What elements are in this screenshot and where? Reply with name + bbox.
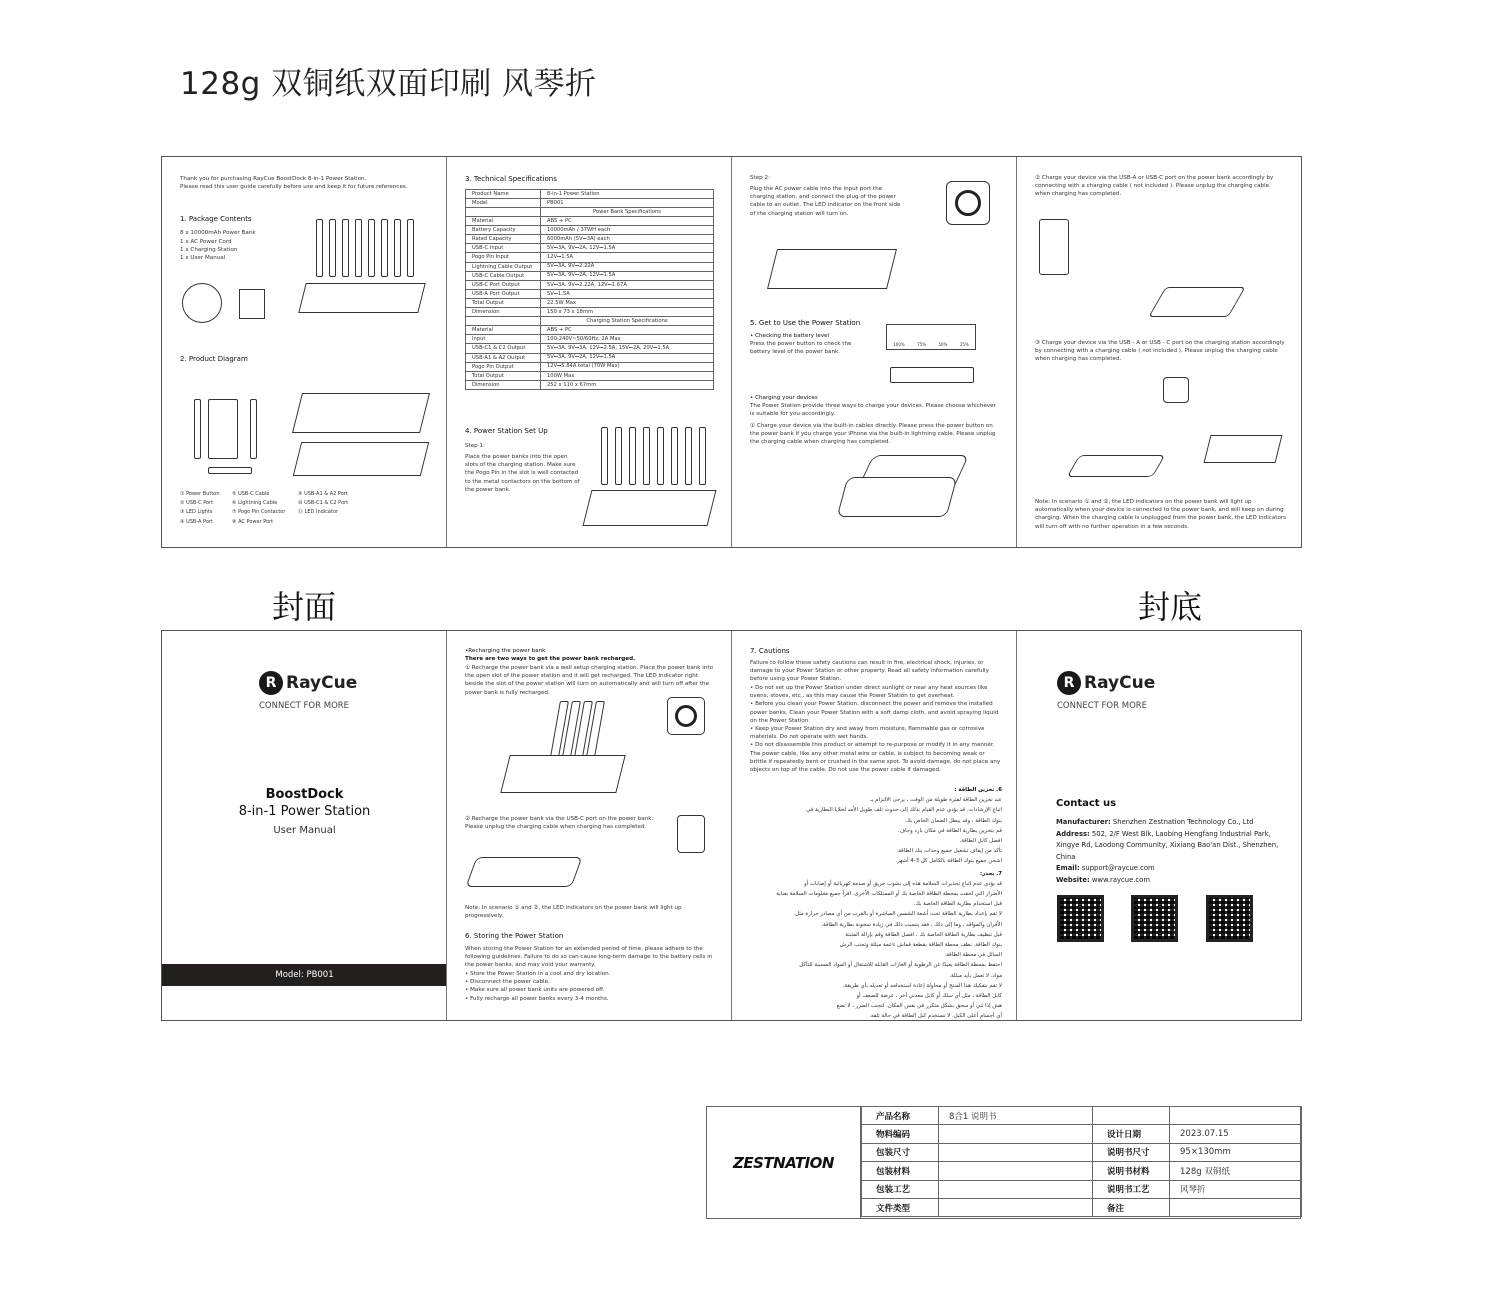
spec-value: PB001 — [541, 199, 714, 208]
charging-text: The Power Station provide three ways to charge your devices. Please choose whichever is suitable for you accordingly. — [750, 403, 996, 418]
wall-outlet-icon — [946, 181, 990, 225]
spec-value: 22.5W Max — [541, 299, 714, 308]
battery-check-heading: • Checking the battery level — [750, 333, 830, 339]
qr-code-icon — [1131, 895, 1178, 942]
title-block-label: 设计日期 — [1093, 1125, 1170, 1143]
arabic-line: قبل تنظيف بطارية الطاقة الخاصة بك ، افصل الطاقة وقم بإزالة المثبتة — [845, 931, 1002, 938]
title-block-value: 8合1 说明书 — [939, 1107, 1093, 1125]
panel-use-station — [732, 157, 1017, 547]
zestnation-logo: ZESTNATION — [732, 1153, 834, 1172]
spec-value: 252 x 110 x 67mm — [541, 380, 714, 389]
recharge-method-1: ① Recharge the power bank via a well setup charging station. Place the power bank into the open slot of the power station and it will get recharged. The LED indicator right beside the slot of the power station will turn on automatically and will turn off after the power bank is fully recharged. — [465, 665, 714, 696]
legend-item: ⑩ USB-C1 & C2 Port — [298, 500, 349, 507]
spec-key: Pogo Pin Input — [466, 253, 541, 262]
spec-value: 12V⎓1.5A — [541, 253, 714, 262]
arabic-line: بنوك الطاقة ، وقد يبطل الضمان الخاص بك. — [904, 817, 1002, 824]
spec-row — [466, 371, 714, 380]
arabic-line: اتباع الإرشادات. قد يؤدي عدم القيام بذلك إلى حدوث تلف طويل الأمد لخلايا البطارية في — [806, 807, 1002, 814]
spec-row — [466, 380, 714, 389]
spec-subheading-row — [466, 317, 714, 326]
spec-value: 5V⎓1.5A — [541, 290, 714, 299]
spec-row — [466, 244, 714, 253]
battery-level-label: 100% — [893, 342, 905, 347]
storing-list — [465, 970, 611, 1003]
usb-c-charger-icon — [677, 815, 705, 853]
arabic-caution-lines — [750, 879, 1002, 1020]
address-value: 502, 2/F West Blk, Laobing Hengfang Industrial Park, Xingye Rd, Laodong Community, Xixiang Bao'an Dist., Shenzhen, China — [1056, 829, 1279, 861]
cover-logo — [259, 671, 357, 695]
storing-item: • Fully recharge all power banks every 3-4 months. — [465, 995, 609, 1002]
power-bank-side-diagram — [250, 399, 257, 459]
station-illustration — [583, 490, 717, 526]
arabic-line: قد يؤدي عدم اتباع تحذيرات السلامة هذه إلى نشوب حريق أو صدمة كهربائية أو إصابات أو — [804, 880, 1002, 887]
spec-value: 5V⎓3A, 9V⎓2A, 12V⎓1.5A — [541, 353, 714, 362]
arabic-heading-6: 6. تخزين الطاقة : — [954, 787, 1002, 793]
spec-row — [466, 299, 714, 308]
email-value: support@raycue.com — [1079, 864, 1155, 873]
spec-row — [466, 226, 714, 235]
legend-item: ③ LED Lights — [180, 509, 213, 516]
charging-method-1: ① Charge your device via the built-in cables directly. Please press the power button on the power bank if you charge your iPhone via the built-in lightning cable. Please unplug the charging cable when charging has completed. — [750, 423, 996, 446]
title-block-value — [1170, 1198, 1302, 1216]
spec-row — [466, 253, 714, 262]
spec-key: Model — [466, 199, 541, 208]
arabic-line: اشحن جميع بنوك الطاقة بالكامل كل 3-4 أشهر. — [895, 858, 1002, 865]
caution-item: • Keep your Power Station dry and away from moisture, flammable gas or corrosive materials. Do not operate with wet hands. — [750, 726, 985, 741]
title-block-value — [939, 1143, 1093, 1161]
spec-heading: 3. Technical Specifications — [465, 175, 557, 183]
brand-name: RayCue — [1084, 673, 1156, 693]
spec-value: ABS + PC — [541, 326, 714, 335]
use-heading: 5. Get to Use the Power Station — [750, 319, 861, 327]
cautions-heading: 7. Cautions — [750, 647, 790, 655]
legend-item: ⑤ USB-C Cable — [232, 491, 270, 497]
spec-row — [466, 326, 714, 335]
product-name: BoostDock — [265, 787, 344, 802]
step-1-text: Place the power banks into the open slots of the charging station. Make sure the Pogo Pin in the slot is well contacted to the metal contactors on the bottom of the power bank. — [465, 454, 580, 493]
title-block-row — [862, 1198, 1302, 1216]
arabic-line: الأفران والمواقد ، وما إلى ذلك ، فقد يتسبب ذلك في زيادة سخونة بطارية الطاقة. — [821, 921, 1002, 928]
title-block-label — [1093, 1107, 1170, 1125]
setup-heading: 4. Power Station Set Up — [465, 427, 548, 435]
back-logo — [1057, 671, 1155, 695]
title-block-table — [861, 1106, 1302, 1217]
arabic-line: افصل كابل الطاقة. — [959, 838, 1002, 845]
manufacturer-value: Shenzhen Zestnation Technology Co., Ltd — [1110, 818, 1254, 826]
spec-value: 5V⎓3A, 9V⎓2.22A, 12V⎓1.67A — [541, 280, 714, 289]
brand-name: RayCue — [286, 673, 358, 693]
battery-level-label: 50% — [938, 342, 948, 347]
arabic-line: لا تقم بإعداد بطارية الطاقة تحت أشعة الشمس المباشرة أو بالقرب من أي مصادر حرارة مثل — [795, 911, 1002, 918]
step-2-text: Plug the AC power cable into the input port the charging station, and connect the plug of the power cable to an outlet. The LED indicator on the front side of the charging station will turn on. — [750, 186, 901, 217]
arabic-line: قم بتخزين بطارية الطاقة في مكان بارد وجاف. — [897, 827, 1002, 834]
package-item: 1 x Charging Station — [180, 246, 238, 253]
title-block-value: 风琴折 — [1170, 1180, 1302, 1198]
panel-package-diagram — [162, 157, 447, 547]
spec-value: 5V⎓3A, 9V⎓2.22A — [541, 262, 714, 271]
outlet-icon-small — [1163, 377, 1189, 403]
spec-value: 6000mAh (5V⎓3A) each — [541, 235, 714, 244]
charging-method-2: ② Charge your device via the USB-A or USB-C port on the power bank accordingly by connecting with a charging cable ( not included ). Please unplug the charging cable when charging has completed. — [1035, 175, 1274, 198]
tablet-illustration — [1148, 287, 1245, 317]
title-block-value — [939, 1180, 1093, 1198]
spec-table — [465, 189, 714, 390]
caution-item: • Before you clean your Power Station, disconnect the power and remove the installed power banks. Clean your Power Station with a soft damp cloth, and avoid spraying liquid on the Power Station. — [750, 701, 999, 724]
title-block-row — [862, 1125, 1302, 1143]
spec-key: Material — [466, 326, 541, 335]
recharge-subheading: There are two ways to get the power bank recharged. — [465, 656, 636, 662]
storing-text: When storing the Power Station for an extended period of time, please adhere to the following guidelines. Failure to do so can cause long-term damage to the battery cells in the power banks, and may void your warranty. — [465, 946, 713, 969]
spec-key: USB-C Cable Output — [466, 271, 541, 280]
power-bank-upright — [1039, 219, 1069, 275]
package-contents-heading: 1. Package Contents — [180, 215, 252, 224]
title-block-label: 产品名称 — [862, 1107, 939, 1125]
title-block-row — [862, 1107, 1302, 1125]
model-bar: Model: PB001 — [162, 964, 447, 986]
recharge-note: Note: In scenario ① and ②, the LED indicators on the power bank will light up progressively. — [465, 905, 682, 920]
spec-row — [466, 290, 714, 299]
spec-row — [466, 190, 714, 199]
manufacturer-label: Manufacturer: — [1056, 818, 1111, 826]
caution-item: • Do not set up the Power Station under direct sunlight or near any heat sources like ovens, stoves, etc., as this may cause the Power Station to get overheat. — [750, 685, 988, 700]
power-bank-bottom-diagram — [208, 467, 252, 474]
title-block-label: 说明书工艺 — [1093, 1180, 1170, 1198]
spec-row — [466, 362, 714, 371]
recharge-heading: •Recharging the power bank — [465, 648, 546, 654]
spec-row — [466, 308, 714, 317]
arabic-section — [750, 785, 1002, 1020]
spec-row — [466, 344, 714, 353]
spec-value: 100W Max — [541, 371, 714, 380]
intro-line-1: Thank you for purchasing RayCue BoostDock 8-in-1 Power Station. — [180, 176, 367, 182]
title-block-value: 95×130mm — [1170, 1143, 1302, 1161]
contact-details — [1056, 817, 1292, 887]
legend-item: ⑪ LED Indicator — [298, 509, 339, 516]
title-block-label: 备注 — [1093, 1198, 1170, 1216]
spec-key: Total Output — [466, 299, 541, 308]
title-block — [706, 1106, 1301, 1219]
back-label: 封底 — [1138, 588, 1203, 626]
title-block-value: 2023.07.15 — [1170, 1125, 1302, 1143]
spec-key: Lightning Cable Output — [466, 262, 541, 271]
raycue-logo-icon: R — [1057, 671, 1081, 695]
station-side-illustration — [1204, 435, 1283, 463]
spec-key: USB-A1 & A2 Output — [466, 353, 541, 362]
raycue-logo-icon: R — [259, 671, 283, 695]
storing-item: • Disconnect the power cable. — [465, 979, 550, 986]
storing-item: • Make sure all power bank units are powered off. — [465, 987, 605, 994]
spec-value: 5V⎓3A, 9V⎓2A, 12V⎓1.5A — [541, 244, 714, 253]
arabic-line: عند تخزين الطاقة لفترة طويلة من الوقت ، يرجى الالتزام بـ — [870, 797, 1002, 804]
title-block-row — [862, 1162, 1302, 1180]
recharge-method-2: ② Recharge the power bank via the USB-C port on the power bank. Please unplug the charging cable when charging has completed. — [465, 816, 654, 831]
spec-key: USB-A Port Output — [466, 290, 541, 299]
panel-back-cover — [1017, 631, 1301, 1020]
power-bank-diagram — [208, 399, 238, 459]
spec-key: Dimension — [466, 380, 541, 389]
spec-key: Total Output — [466, 371, 541, 380]
spec-value: 150 x 73 x 18mm — [541, 308, 714, 317]
station-recharge-illustration — [500, 755, 625, 793]
arabic-heading-7: 7. يحذر: — [980, 870, 1002, 877]
spec-key: USB-C Input — [466, 244, 541, 253]
spec-value: 100-240V~50/60Hz, 2A Max — [541, 335, 714, 344]
station-top-diagram — [292, 393, 430, 433]
arabic-line: احتفظ بمحطة الطاقة بعيدًا عن الرطوبة أو الغازات القابلة للاشتعال أو المواد المسببة للتآكل — [799, 962, 1002, 969]
station-plugged-illustration — [767, 249, 897, 289]
title-block-value — [939, 1125, 1093, 1143]
battery-level-panel — [886, 324, 976, 350]
spec-key: Material — [466, 217, 541, 226]
title-block-value — [939, 1198, 1093, 1216]
title-block-label: 包装工艺 — [862, 1180, 939, 1198]
website-value: www.raycue.com — [1089, 875, 1150, 884]
spec-key: Input — [466, 335, 541, 344]
title-block-label: 包装尺寸 — [862, 1143, 939, 1161]
spec-row — [466, 280, 714, 289]
legend-item: ① Power Button — [180, 491, 220, 497]
spec-row — [466, 271, 714, 280]
storing-heading: 6. Storing the Power Station — [465, 932, 564, 940]
power-cord-icon — [182, 283, 222, 323]
arabic-line: هش إذا ثني أو سحق بشكل متكرر في نفس المكان. لتجنب الضرر ، لا تضع — [836, 1003, 1002, 1010]
intro-line-2: Please read this user guide carefully before use and keep it for future references. — [180, 184, 408, 191]
title-block-row — [862, 1180, 1302, 1198]
arabic-line: أي أجسام أعلى الكبل. لا تستخدم كبل الطاقة في حالة تلفه. — [869, 1013, 1002, 1020]
title-block-label: 文件类型 — [862, 1198, 939, 1216]
package-item: 1 x User Manual — [180, 255, 226, 262]
phone-flat-illustration — [1067, 455, 1166, 477]
cautions-text: Failure to follow these safety cautions can result in fire, electrical shock, injuries, or damage to your Power Station or other property. Read all safety information carefully before using your Power Station. — [750, 660, 989, 683]
back-tagline: CONNECT FOR MORE — [1057, 701, 1148, 711]
cover-tagline: CONNECT FOR MORE — [259, 701, 350, 711]
power-bank-led-illustration — [890, 367, 974, 383]
storing-item: • Store the Power Station in a cool and dry location. — [465, 971, 611, 977]
spec-key: Dimension — [466, 308, 541, 317]
print-spec-title: 128g 双铜纸双面印刷 风琴折 — [180, 66, 597, 102]
spec-value: 8-in-1 Power Station — [541, 190, 714, 199]
panel-recharging — [447, 631, 732, 1020]
diagram-legend — [180, 490, 430, 527]
arabic-line: لا تقم بتفكيك هذا المنتج أو محاولة إعادة استخدامه أو تعديله بأي طريقة. — [842, 982, 1002, 989]
outside-sheet — [161, 630, 1302, 1021]
title-block-value — [939, 1162, 1093, 1180]
arabic-line: السائل في محطة الطاقة. — [944, 952, 1002, 959]
battery-check-text: Press the power button to check the battery level of the power bank. — [750, 341, 852, 356]
inside-sheet — [161, 156, 1302, 548]
spec-subheading: Power Bank Specifications — [541, 208, 714, 217]
step-2-label: Step 2: — [750, 175, 770, 181]
panel-cover — [162, 631, 447, 1020]
step-1-label: Step 1: — [465, 443, 485, 449]
power-bank-usb-illustration — [466, 857, 583, 887]
spec-key: Battery Capacity — [466, 226, 541, 235]
caution-item: • Do not disassemble this product or attempt to re-purpose or modify it in any manner. The power cable, like any other metal wire or cable, is subject to becoming weak or brittle if repeatedly bent or crushed in the same spot. To avoid damage, do not place any objects on top of the cable. Do not use the power cable if damaged. — [750, 742, 1001, 774]
product-subtitle: 8-in-1 Power Station — [238, 804, 371, 819]
led-note: Note: In scenario ① and ②, the LED indicators on the power bank will light up automatically when your device is connected to the power bank, and will keep on during charging. When the charging cable is unplugged from the power bank, the LED indicators will turn off with no further operation in a few seconds. — [1035, 499, 1287, 530]
arabic-line: كابل الطاقة ، مثل أي سلك أو كابل معدني آخر ، عرضة للضعف أو — [856, 993, 1002, 1000]
legend-item: ⑨ USB-A1 & A2 Port — [298, 491, 348, 497]
website-label: Website: — [1056, 875, 1090, 884]
spec-row — [466, 262, 714, 271]
arabic-line: بنوك الطاقة. نظف محطة الطاقة بقطعة قماش ناعمة مبللة وتجنب الرش — [839, 942, 1002, 949]
spec-row — [466, 335, 714, 344]
panel-specifications — [447, 157, 732, 547]
spec-value: ABS + PC — [541, 217, 714, 226]
front-label: 封面 — [272, 588, 337, 626]
charging-method-3: ③ Charge your device via the USB - A or USB - C port on the charging station accordingly by connecting with a charging cable ( not included ). Please unplug the charging cable when charging has completed. — [1035, 340, 1285, 363]
spec-value: 5V⎓3A, 9V⎓3A, 12V⎓2.5A, 15V⎓2A, 20V⎓1.5A — [541, 344, 714, 353]
arabic-line: مواد. لا تعمل بأيد مبللة. — [949, 972, 1002, 979]
spec-key: USB-C1 & C2 Output — [466, 344, 541, 353]
product-diagram-heading: 2. Product Diagram — [180, 355, 248, 363]
spec-key: USB-C Port Output — [466, 280, 541, 289]
package-item: 1 x AC Power Cord — [180, 238, 232, 245]
panel-charging-methods — [1017, 157, 1301, 547]
station-front-diagram — [293, 442, 429, 476]
user-manual-icon — [239, 289, 265, 319]
title-block-label: 包装材料 — [862, 1162, 939, 1180]
qr-code-icon — [1057, 895, 1104, 942]
spec-value: 5V⎓3A, 9V⎓2A, 12V⎓1.5A — [541, 271, 714, 280]
legend-item: ④ USB-A Port — [180, 518, 213, 525]
spec-row — [466, 199, 714, 208]
contact-heading: Contact us — [1056, 798, 1117, 809]
spec-row — [466, 353, 714, 362]
document-type: User Manual — [273, 825, 336, 836]
charging-heading: • Charging your devices — [750, 395, 818, 401]
arabic-line: الأضرار التي لحقت بمحطة الطاقة الخاصة بك أو الممتلكات الأخرى. اقرأ جميع معلومات السلامة بعناية — [776, 891, 1002, 898]
legend-item: ⑥ Lightning Cable — [232, 500, 278, 507]
legend-item: ⑧ AC Power Port — [232, 518, 274, 525]
spec-subheading-row — [466, 208, 714, 217]
power-bank-side-diagram — [194, 399, 201, 459]
qr-code-icon — [1206, 895, 1253, 942]
panel-cautions — [732, 631, 1017, 1020]
spec-value: 10000mAh / 37WH each — [541, 226, 714, 235]
battery-level-label: 25% — [959, 342, 969, 347]
company-logo-cell — [707, 1107, 861, 1218]
legend-item: ② USB-C Port — [180, 500, 214, 507]
title-block-label: 物料编码 — [862, 1125, 939, 1143]
charging-station-illustration — [298, 283, 425, 313]
battery-level-label: 75% — [917, 342, 927, 347]
email-label: Email: — [1056, 864, 1080, 873]
spec-row — [466, 235, 714, 244]
wall-outlet-icon — [667, 697, 705, 735]
spec-key: Pogo Pin Output — [466, 362, 541, 371]
spec-row — [466, 217, 714, 226]
package-item: 8 x 10000mAh Power Bank — [180, 230, 256, 237]
title-block-label: 说明书尺寸 — [1093, 1143, 1170, 1161]
address-label: Address: — [1056, 829, 1090, 838]
title-block-value — [1170, 1107, 1302, 1125]
spec-key: Rated Capacity — [466, 235, 541, 244]
title-block-label: 说明书材料 — [1093, 1162, 1170, 1180]
title-block-value: 128g 双铜纸 — [1170, 1162, 1302, 1180]
spec-key: Product Name — [466, 190, 541, 199]
arabic-line: تأكد من إيقاف تشغيل جميع وحدات بنك الطاقة. — [896, 848, 1002, 855]
spec-value: 12V⎓5.84A total (70W Max) — [541, 362, 714, 371]
legend-item: ⑦ Pogo Pin Contactor — [232, 509, 286, 516]
arabic-storing-lines — [750, 795, 1002, 866]
arabic-line: قبل استخدام بطارية الطاقة الخاصة بك. — [913, 901, 1002, 908]
title-block-row — [862, 1143, 1302, 1161]
spec-subheading: Charging Station Specifications — [541, 317, 714, 326]
cautions-list — [750, 684, 1002, 774]
power-bank-illustration — [837, 477, 958, 517]
